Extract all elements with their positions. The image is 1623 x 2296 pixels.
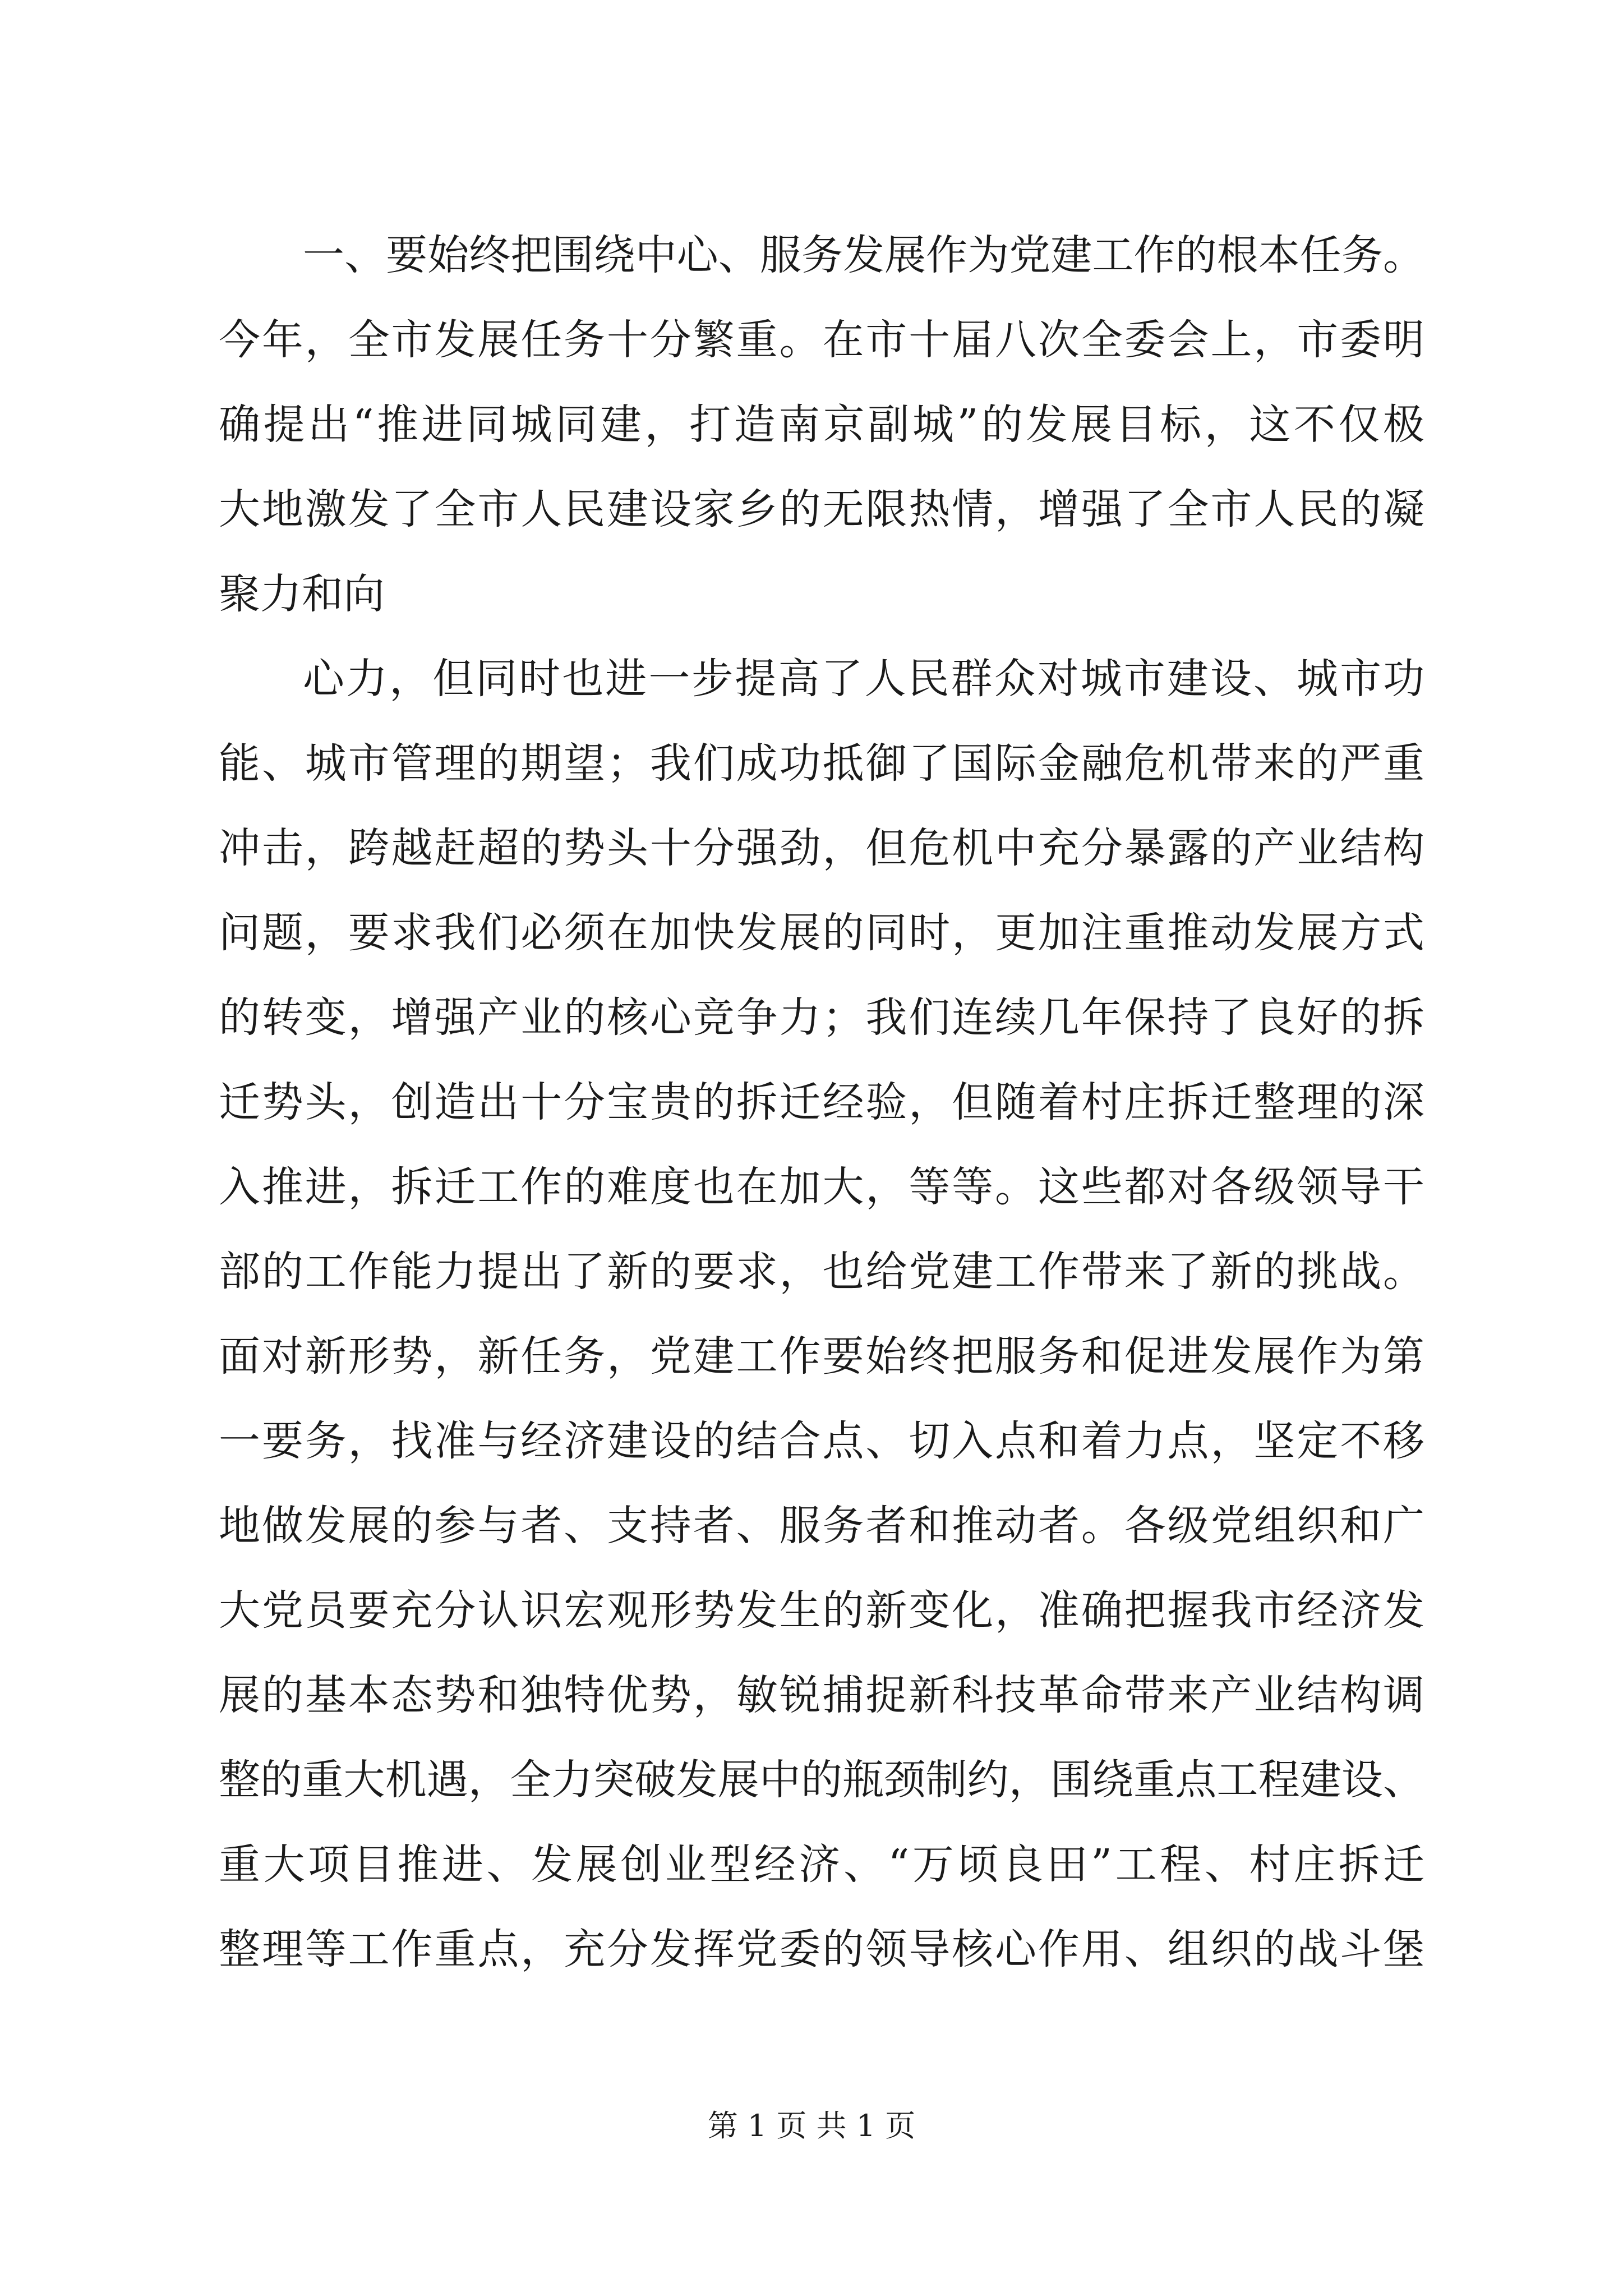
text-line: 一、要始终把围绕中心、服务发展作为党建工作的根本任务。 — [303, 231, 1424, 279]
text-line: 重大项目推进、发展创业型经济、“万顷良田”工程、村庄拆迁 — [219, 1841, 1424, 1889]
text-line: 今年，全市发展任务十分繁重。在市十届八次全委会上，市委明 — [219, 316, 1424, 364]
text-line: 聚力和向 — [219, 570, 385, 618]
text-line: 展的基本态势和独特优势，敏锐捕捉新科技革命带来产业结构调 — [219, 1671, 1424, 1719]
text-line: 入推进，拆迁工作的难度也在加大，等等。这些都对各级领导干 — [219, 1163, 1424, 1211]
text-line: 冲击，跨越赶超的势头十分强劲，但危机中充分暴露的产业结构 — [219, 824, 1424, 872]
text-line: 部的工作能力提出了新的要求，也给党建工作带来了新的挑战。 — [219, 1248, 1424, 1296]
text-line: 大党员要充分认识宏观形势发生的新变化，准确把握我市经济发 — [219, 1586, 1424, 1635]
text-line: 整的重大机遇，全力突破发展中的瓶颈制约，围绕重点工程建设、 — [219, 1756, 1424, 1804]
text-line: 大地激发了全市人民建设家乡的无限热情，增强了全市人民的凝 — [219, 485, 1424, 533]
text-line: 整理等工作重点，充分发挥党委的领导核心作用、组织的战斗堡 — [219, 1925, 1424, 1973]
page-number-footer: 第 1 页 共 1 页 — [707, 2108, 916, 2143]
document-body — [219, 213, 1424, 1992]
text-line: 一要务，找准与经济建设的结合点、切入点和着力点，坚定不移 — [219, 1417, 1424, 1465]
text-line: 的转变，增强产业的核心竞争力；我们连续几年保持了良好的拆 — [219, 993, 1424, 1042]
text-line: 迁势头，创造出十分宝贵的拆迁经验，但随着村庄拆迁整理的深 — [219, 1078, 1424, 1126]
text-line: 面对新形势，新任务，党建工作要始终把服务和促进发展作为第 — [219, 1332, 1424, 1381]
text-line: 确提出“推进同城同建，打造南京副城”的发展目标，这不仅极 — [219, 401, 1424, 449]
text-line: 地做发展的参与者、支持者、服务者和推动者。各级党组织和广 — [219, 1502, 1424, 1550]
text-line: 心力，但同时也进一步提高了人民群众对城市建设、城市功 — [303, 655, 1424, 703]
text-line: 能、城市管理的期望；我们成功抵御了国际金融危机带来的严重 — [219, 739, 1424, 788]
text-line: 问题，要求我们必须在加快发展的同时，更加注重推动发展方式 — [219, 909, 1424, 957]
